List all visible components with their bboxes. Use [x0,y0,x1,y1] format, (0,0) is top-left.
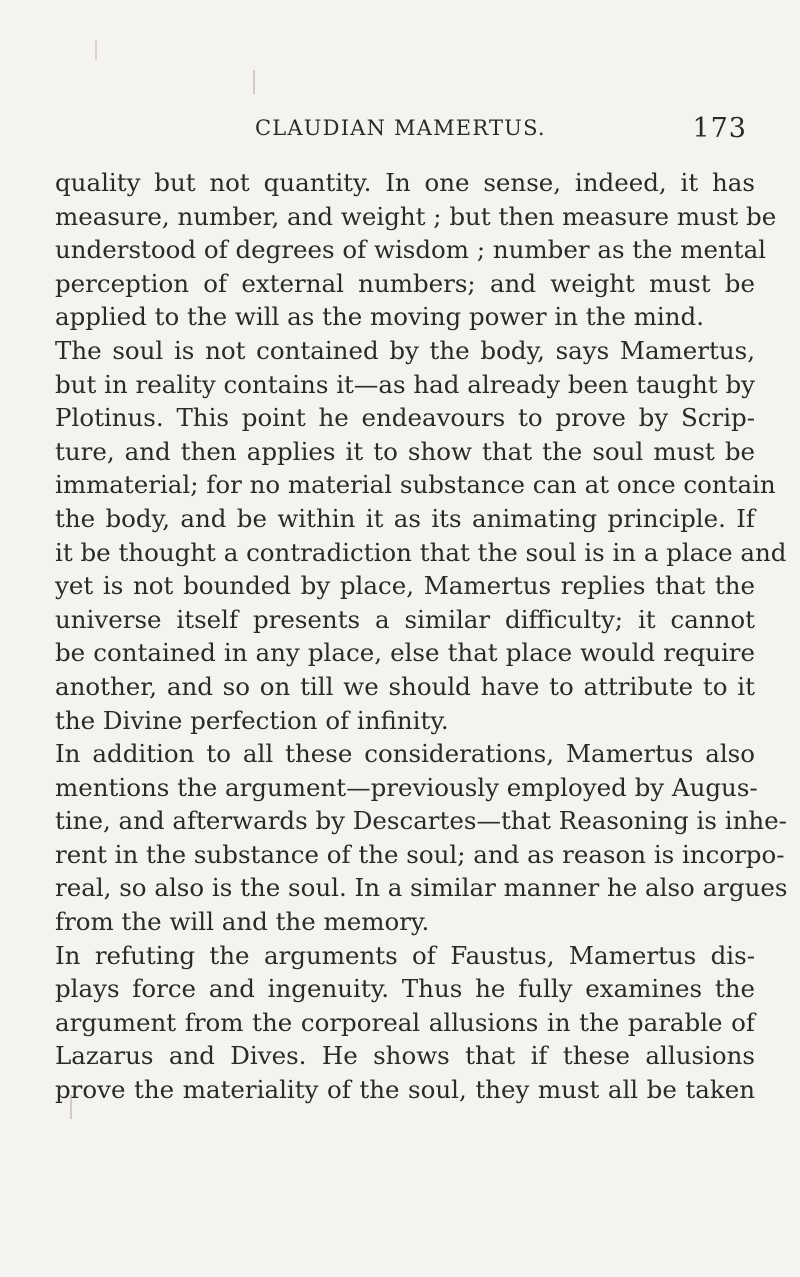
text-line: Lazarus and Dives. He shows that if these allusions [55,1041,755,1071]
text-line: Plotinus. This point he endeavours to prove by Scrip- [55,403,755,433]
text-line: quality but not quantity. In one sense, indeed, it has [55,168,755,197]
running-title: CLAUDIAN MAMERTUS. [255,116,546,140]
text-line: be contained in any place, else that place would require [55,638,755,668]
text-line: real, so also is the soul. In a similar manner he also argues [55,873,788,903]
text-line: In addition to all these considerations, Mamertus also [55,739,755,769]
text-line: prove the materiality of the soul, they must all be taken [55,1075,755,1105]
text-line: mentions the argument—previously employed by Augus- [55,772,758,802]
text-line: the Divine perfection of infinity. [55,705,449,735]
text-line: the body, and be within it as its animating principle. If [55,503,755,533]
text-line: yet is not bounded by place, Mamertus replies that the [55,571,755,601]
scan-artifact [253,70,255,94]
body-text [55,166,788,1107]
text-line: ture, and then applies it to show that the soul must be [55,436,755,466]
text-line: understood of degrees of wisdom ; number as the mental [55,235,767,265]
running-head [0,113,800,152]
text-line: In refuting the arguments of Faustus, Mamertus dis- [55,940,755,970]
text-line: from the will and the memory. [55,907,430,937]
text-line: argument from the corporeal allusions in the parable of [55,1007,755,1037]
text-line: rent in the substance of the soul; and as reason is incorpo- [55,839,785,869]
text-line: tine, and afterwards by Descartes—that Reasoning is inhe- [55,806,787,836]
text-line: another, and so on till we should have to attribute to it [55,671,755,701]
text-line: it be thought a contradiction that the soul is in a place and [55,537,787,567]
text-line: applied to the will as the moving power in the mind. [55,302,704,332]
text-line: The soul is not contained by the body, says Mamertus, [55,335,755,365]
page-number: 173 [692,113,747,144]
text-line: plays force and ingenuity. Thus he fully examines the [55,974,755,1004]
text-line: but in reality contains it—as had already been taught by [55,369,755,399]
text-line: immaterial; for no material substance can at once contain [55,470,776,500]
text-line: perception of external numbers; and weight must be [55,268,755,298]
text-line: measure, number, and weight ; but then measure must be [55,201,777,231]
scan-artifact [95,40,97,60]
text-line: universe itself presents a similar difficulty; it cannot [55,604,755,634]
